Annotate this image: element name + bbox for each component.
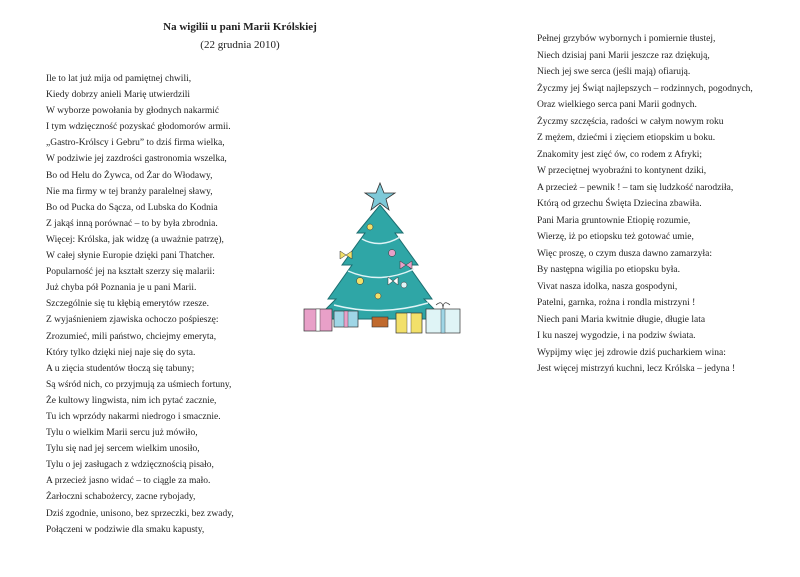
poem-line: Patelni, garnka, rożna i rondla mistrzyni ! <box>537 298 696 308</box>
poem-line: Tylu o wielkim Marii sercu już mówiło, <box>46 428 198 439</box>
poem-line: Pełnej grzybów wybornych i pomiernie tłustej, <box>537 34 716 44</box>
poem-line: Z mężem, dziećmi i zięciem etiopskim u boku. <box>537 133 716 143</box>
poem-line: A przecież jasno widać – to ciągle za mało. <box>46 476 211 487</box>
poem-line: Niech pani Maria kwitnie długie, długie lata <box>537 314 706 325</box>
poem-line: Z wyjaśnieniem zjawiska ochoczo pośpieszę: <box>46 315 219 326</box>
poem-line: Ile to lat już mija od pamiętnej chwili, <box>46 74 192 84</box>
poem-line: By następna wigilia po etiopsku była. <box>537 265 681 275</box>
poem-line: Tylu o jej zasługach z wdzięcznością pisało, <box>46 460 214 471</box>
poem-line: I ku naszej wygodzie, i na podziw świata. <box>537 331 696 341</box>
poem-left-column <box>46 71 234 538</box>
poem-line: Już chyba pół Poznania je u pani Marii. <box>46 283 197 294</box>
poem-line: W wyborze powołania by głodnych nakarmić <box>46 106 220 117</box>
poem-line: Nie ma firmy w tej branży paralelnej sławy, <box>46 186 213 197</box>
poem-line: Popularność jej na kształt szerzy się malarii: <box>46 267 215 278</box>
poem-line: Którą od grzechu Święta Dziecina zbawiła. <box>537 199 702 209</box>
poem-line: W przeciętnej wyobraźni to kontynent dziki, <box>537 166 707 176</box>
poem-line: Kiedy dobrzy anieli Marię utwierdzili <box>46 90 191 101</box>
poem-line: Znakomity jest zięć ów, co rodem z Afryki; <box>537 149 703 160</box>
poem-line: „Gastro-Królscy i Gebru” to dziś firma wielka, <box>46 138 225 149</box>
poem-right-column <box>537 31 753 378</box>
poem-line: Więc proszę, o czym dusza dawno zamarzyła: <box>537 248 713 259</box>
poem-line: Życzmy jej Świąt najlepszych – rodzinnych, pogodnych, <box>537 83 753 94</box>
poem-line: Niech dzisiaj pani Marii jeszcze raz dziękują, <box>537 50 710 61</box>
poem-line: Szczególnie się tu kłębią emerytów rzesze. <box>46 299 210 310</box>
poem-line: A u zięcia studentów tłoczą się tabuny; <box>46 363 195 374</box>
poem-line: W podziwie jej zazdrości gastronomia wszelka, <box>46 154 227 165</box>
poem-line: Wypijmy więc jej zdrowie dziś pucharkiem wina: <box>537 347 726 358</box>
poem-line: I tym wdzięczność pozyskać głodomorów armii. <box>46 122 231 133</box>
poem-line: Który tylko dzięki niej naje się do syta. <box>46 347 196 358</box>
poem-date: (22 grudnia 2010) <box>200 39 280 51</box>
poem-line: Bo od Helu do Żywca, od Żar do Włodawy, <box>46 170 213 181</box>
poem-line: Pani Maria gruntownie Etiopię rozumie, <box>537 215 691 226</box>
poem-line: Wierzę, iż po etiopsku też gotować umie, <box>537 232 694 242</box>
poem-line: Więcej: Królska, jak widzę (a uważnie patrzę), <box>46 234 224 245</box>
poem-line: Połączeni w podziwie dla smaku kapusty, <box>46 524 205 535</box>
poem-line: Niech jej swe serca (jeśli mają) ofiarują. <box>537 67 691 77</box>
christmas-tree-icon <box>300 181 465 341</box>
poem-line: Jest więcej mistrzyń kuchni, lecz Królska – jedyna ! <box>537 364 736 374</box>
poem-line: Z jakąś inną porównać – to by była zbrodnia. <box>46 218 218 229</box>
poem-line: Że kultowy lingwista, nim ich pytać zacznie, <box>46 395 217 406</box>
poem-line: Są wśród nich, co przyjmują za uśmiech fortuny, <box>46 379 232 390</box>
poem-line: Dziś zgodnie, unisono, bez sprzeczki, bez zwady, <box>46 508 234 519</box>
poem-line: Zrozumieć, mili państwo, chciejmy emeryta, <box>46 331 217 342</box>
poem-title: Na wigilii u pani Marii Królskiej <box>163 21 317 33</box>
poem-line: Życzmy szczęścia, radości w całym nowym roku <box>537 116 724 127</box>
poem-line: A przecież – pewnik ! – tam się ludzkość narodziła, <box>537 182 734 193</box>
poem-line: Tu ich wprzódy nakarmi niedrogo i smacznie. <box>46 411 221 422</box>
poem-line: W całej słynie Europie dzięki pani Thatcher. <box>46 251 215 262</box>
poem-line: Oraz wielkiego serca pani Marii godnych. <box>537 100 697 110</box>
poem-line: Żarłoczni schabożercy, zacne rybojady, <box>46 492 196 503</box>
poem-line: Tylu się nad jej sercem wielkim unosiło, <box>46 444 200 455</box>
poem-line: Vivat nasza idolka, nasza gospodyni, <box>537 281 678 292</box>
poem-line: Bo od Pucka do Sącza, od Lubska do Kodnia <box>46 202 218 213</box>
